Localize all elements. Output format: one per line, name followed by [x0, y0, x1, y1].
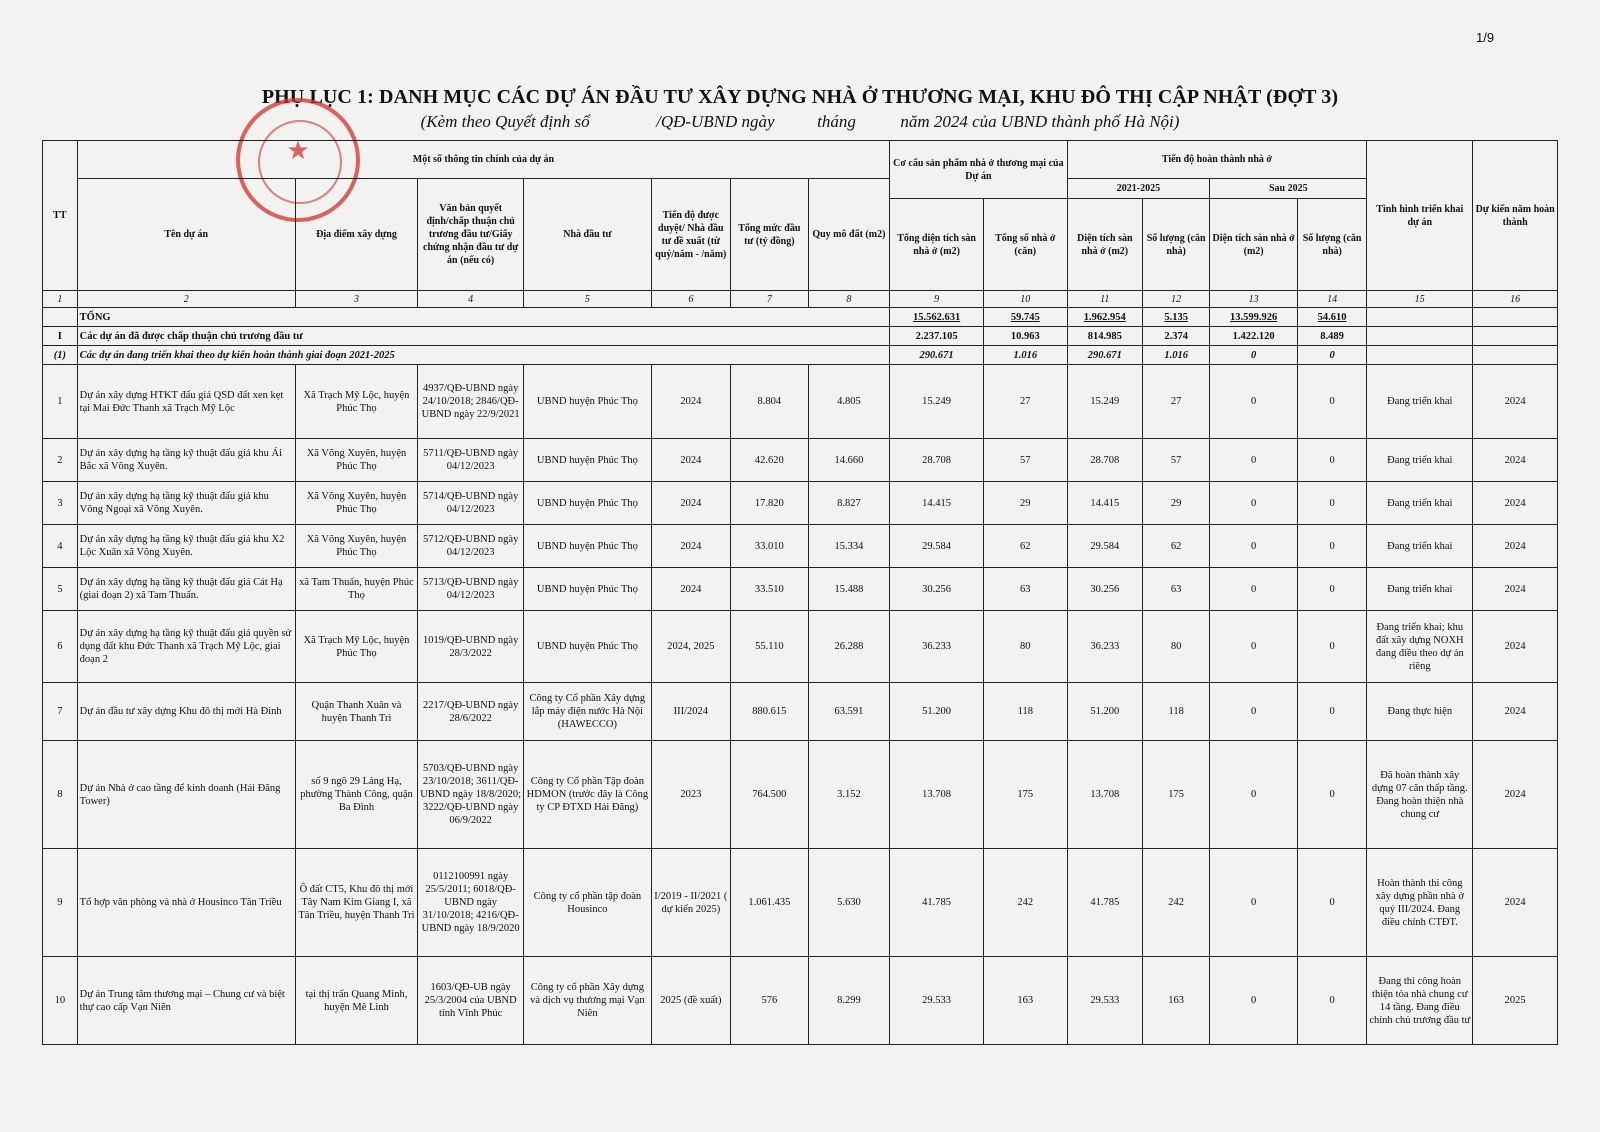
row-decision: 2217/QĐ-UBND ngày 28/6/2022 — [418, 683, 524, 741]
row-floor-area-2125: 29.584 — [1067, 525, 1142, 568]
subtitle-part-1: (Kèm theo Quyết định số — [420, 112, 590, 131]
row-tt: 7 — [43, 683, 78, 741]
row-status: Đang thi công hoàn thiện tòa nhà chung cư 14 tầng. Đang điều chỉnh chủ trương đầu tư — [1367, 957, 1473, 1045]
row-schedule: 2024 — [651, 365, 731, 439]
row-unit-count: 242 — [983, 849, 1067, 957]
row-status: Hoàn thành thi công xây dựng phần nhà ở quý III/2024. Đang điều chỉnh CTĐT. — [1367, 849, 1473, 957]
row-decision: 5703/QĐ-UBND ngày 23/10/2018; 3611/QĐ-UBND ngày 18/8/2020; 3222/QĐ-UBND ngày 06/9/2022 — [418, 741, 524, 849]
row-tt: 1 — [43, 365, 78, 439]
row-units-2125: 163 — [1143, 957, 1210, 1045]
row-location: số 9 ngõ 29 Láng Hạ, phường Thành Công, quận Ba Đình — [295, 741, 417, 849]
row-decision: 5714/QĐ-UBND ngày 04/12/2023 — [418, 482, 524, 525]
header-tt: TT — [43, 141, 78, 291]
row-status: Đang thực hiện — [1367, 683, 1473, 741]
summary-value: 1.016 — [983, 346, 1067, 365]
table-row — [43, 849, 1558, 957]
row-units-2125: 29 — [1143, 482, 1210, 525]
row-unit-count: 27 — [983, 365, 1067, 439]
row-units-after: 0 — [1297, 957, 1366, 1045]
summary-value: 10.963 — [983, 327, 1067, 346]
header-period-2021-2025: 2021-2025 — [1067, 179, 1210, 199]
header-quy-mo: Quy mô đất (m2) — [808, 179, 890, 291]
header-ten-du-an: Tên dự án — [77, 179, 295, 291]
summary-label: Các dự án đã được chấp thuận chủ trương đầu tư — [77, 327, 890, 346]
row-investor: UBND huyện Phúc Thọ — [524, 439, 651, 482]
row-floor-area-2125: 30.256 — [1067, 568, 1142, 611]
row-unit-count: 29 — [983, 482, 1067, 525]
row-tt: 8 — [43, 741, 78, 849]
row-location: Ô đất CT5, Khu đô thị mới Tây Nam Kim Giang I, xã Tân Triều, huyện Thanh Trì — [295, 849, 417, 957]
header-tien-do-duyet: Tiến độ được duyệt/ Nhà đầu tư đề xuất (từ quý/năm - /năm) — [651, 179, 731, 291]
row-floor-area: 36.233 — [890, 611, 984, 683]
column-number: 5 — [524, 291, 651, 308]
header-dia-diem: Địa điểm xây dựng — [295, 179, 417, 291]
summary-value: 8.489 — [1297, 327, 1366, 346]
row-investor: Công ty Cổ phần Tập đoàn HDMON (trước đây là Công ty CP ĐTXD Hải Đăng) — [524, 741, 651, 849]
header-so-luong-sau: Số lượng (căn nhà) — [1297, 199, 1366, 291]
row-units-after: 0 — [1297, 439, 1366, 482]
row-completion-year: 2024 — [1473, 683, 1558, 741]
row-floor-area: 29.533 — [890, 957, 984, 1045]
row-floor-area-after: 0 — [1210, 849, 1298, 957]
row-tt: 3 — [43, 482, 78, 525]
header-group-info: Một số thông tin chính của dự án — [77, 141, 890, 179]
column-number: 13 — [1210, 291, 1298, 308]
summary-label: TỔNG — [77, 308, 890, 327]
column-number: 2 — [77, 291, 295, 308]
table-row — [43, 611, 1558, 683]
row-decision: 5711/QĐ-UBND ngày 04/12/2023 — [418, 439, 524, 482]
row-units-after: 0 — [1297, 611, 1366, 683]
row-land-area: 4.805 — [808, 365, 890, 439]
column-number: 8 — [808, 291, 890, 308]
row-schedule: 2025 (đề xuất) — [651, 957, 731, 1045]
summary-row — [43, 308, 1558, 327]
header-tong-dien-tich: Tổng diện tích sàn nhà ở (m2) — [890, 199, 984, 291]
summary-empty — [1367, 308, 1473, 327]
row-unit-count: 62 — [983, 525, 1067, 568]
row-investor: Công ty cổ phần tập đoàn Housinco — [524, 849, 651, 957]
row-units-2125: 242 — [1143, 849, 1210, 957]
row-floor-area-2125: 15.249 — [1067, 365, 1142, 439]
column-number: 14 — [1297, 291, 1366, 308]
table-row — [43, 365, 1558, 439]
row-unit-count: 57 — [983, 439, 1067, 482]
row-floor-area-after: 0 — [1210, 525, 1298, 568]
row-total-investment: 8.804 — [731, 365, 808, 439]
row-land-area: 26.288 — [808, 611, 890, 683]
row-floor-area-after: 0 — [1210, 482, 1298, 525]
summary-tt: (1) — [43, 346, 78, 365]
row-project-name: Dự án xây dựng hạ tầng kỹ thuật đấu giá khu Ái Bắc xã Võng Xuyên. — [77, 439, 295, 482]
row-land-area: 5.630 — [808, 849, 890, 957]
summary-row — [43, 327, 1558, 346]
row-floor-area-after: 0 — [1210, 957, 1298, 1045]
row-floor-area-after: 0 — [1210, 568, 1298, 611]
summary-empty — [1473, 346, 1558, 365]
row-units-2125: 175 — [1143, 741, 1210, 849]
summary-value: 0 — [1210, 346, 1298, 365]
summary-value: 13.599.926 — [1210, 308, 1298, 327]
summary-value: 290.671 — [890, 346, 984, 365]
row-units-2125: 27 — [1143, 365, 1210, 439]
row-units-after: 0 — [1297, 683, 1366, 741]
row-total-investment: 17.820 — [731, 482, 808, 525]
row-decision: 0112100991 ngày 25/5/2011; 6018/QĐ-UBND ngày 31/10/2018; 4216/QĐ-UBND ngày 18/9/2020 — [418, 849, 524, 957]
row-tt: 9 — [43, 849, 78, 957]
table-row — [43, 439, 1558, 482]
header-dien-tich-sau: Diện tích sàn nhà ở (m2) — [1210, 199, 1298, 291]
row-land-area: 63.591 — [808, 683, 890, 741]
row-decision: 1603/QĐ-UB ngày 25/3/2004 của UBND tỉnh Vĩnh Phúc — [418, 957, 524, 1045]
row-investor: UBND huyện Phúc Thọ — [524, 525, 651, 568]
header-group-tien-do: Tiến độ hoàn thành nhà ở — [1067, 141, 1367, 179]
row-total-investment: 576 — [731, 957, 808, 1045]
table-row — [43, 482, 1558, 525]
row-total-investment: 1.061.435 — [731, 849, 808, 957]
row-decision: 5713/QĐ-UBND ngày 04/12/2023 — [418, 568, 524, 611]
header-dien-tich-2125: Diện tích sàn nhà ở (m2) — [1067, 199, 1142, 291]
subtitle-part-4: năm 2024 của UBND thành phố Hà Nội) — [900, 112, 1180, 131]
row-floor-area-after: 0 — [1210, 683, 1298, 741]
summary-empty — [1473, 327, 1558, 346]
summary-label: Các dự án đang triển khai theo dự kiến hoàn thành giai đoạn 2021-2025 — [77, 346, 890, 365]
row-units-2125: 57 — [1143, 439, 1210, 482]
row-unit-count: 63 — [983, 568, 1067, 611]
page-number: 1/9 — [1476, 30, 1495, 45]
page-title: PHỤ LỤC 1: DANH MỤC CÁC DỰ ÁN ĐẦU TƯ XÂY DỰNG NHÀ Ở THƯƠNG MẠI, KHU ĐÔ THỊ CẬP NHẬT (ĐỢT 3) — [261, 86, 1339, 108]
row-project-name: Dự án xây dựng hạ tầng kỹ thuật đấu giá khu X2 Lộc Xuân xã Võng Xuyên. — [77, 525, 295, 568]
row-completion-year: 2025 — [1473, 957, 1558, 1045]
header-du-kien: Dự kiến năm hoàn thành — [1473, 141, 1558, 291]
row-floor-area-2125: 29.533 — [1067, 957, 1142, 1045]
row-location: Xã Trạch Mỹ Lộc, huyện Phúc Thọ — [295, 365, 417, 439]
row-schedule: 2024 — [651, 525, 731, 568]
row-floor-area: 41.785 — [890, 849, 984, 957]
row-investor: Công ty Cổ phần Xây dựng lắp máy điện nước Hà Nội (HAWECCO) — [524, 683, 651, 741]
header-so-luong-2125: Số lượng (căn nhà) — [1143, 199, 1210, 291]
row-floor-area-2125: 14.415 — [1067, 482, 1142, 525]
header-tinh-hinh: Tình hình triển khai dự án — [1367, 141, 1473, 291]
row-status: Đang triển khai — [1367, 525, 1473, 568]
row-land-area: 8.299 — [808, 957, 890, 1045]
summary-value: 290.671 — [1067, 346, 1142, 365]
row-total-investment: 33.510 — [731, 568, 808, 611]
row-units-2125: 118 — [1143, 683, 1210, 741]
summary-value: 1.422.120 — [1210, 327, 1298, 346]
summary-value: 15.562.631 — [890, 308, 984, 327]
row-status: Đang triển khai — [1367, 365, 1473, 439]
row-floor-area-2125: 51.200 — [1067, 683, 1142, 741]
row-units-after: 0 — [1297, 482, 1366, 525]
row-decision: 4937/QĐ-UBND ngày 24/10/2018; 2846/QĐ-UBND ngày 22/9/2021 — [418, 365, 524, 439]
table-row — [43, 568, 1558, 611]
row-schedule: 2023 — [651, 741, 731, 849]
row-floor-area: 30.256 — [890, 568, 984, 611]
project-table — [42, 136, 1558, 1045]
row-status: Đang triển khai — [1367, 439, 1473, 482]
row-land-area: 15.334 — [808, 525, 890, 568]
summary-value: 2.237.105 — [890, 327, 984, 346]
row-completion-year: 2024 — [1473, 482, 1558, 525]
row-investor: Công ty cổ phần Xây dựng và dịch vụ thương mại Vạn Niên — [524, 957, 651, 1045]
row-project-name: Dự án đầu tư xây dựng Khu đô thị mới Hà Đình — [77, 683, 295, 741]
summary-value: 54.610 — [1297, 308, 1366, 327]
row-units-after: 0 — [1297, 741, 1366, 849]
row-tt: 6 — [43, 611, 78, 683]
row-status: Đang triển khai — [1367, 482, 1473, 525]
row-project-name: Dự án xây dựng hạ tầng kỹ thuật đấu giá Cát Hạ (giai đoạn 2) xã Tam Thuấn. — [77, 568, 295, 611]
column-number: 4 — [418, 291, 524, 308]
row-location: Xã Võng Xuyên, huyện Phúc Thọ — [295, 482, 417, 525]
row-tt: 4 — [43, 525, 78, 568]
subtitle-part-3: tháng — [817, 112, 856, 131]
row-schedule: 2024 — [651, 482, 731, 525]
row-total-investment: 764.500 — [731, 741, 808, 849]
row-floor-area: 51.200 — [890, 683, 984, 741]
header-tong-so-nha: Tổng số nhà ở (căn) — [983, 199, 1067, 291]
row-units-after: 0 — [1297, 525, 1366, 568]
table-row — [43, 683, 1558, 741]
subtitle-part-2: /QĐ-UBND ngày — [656, 112, 775, 131]
summary-empty — [1367, 346, 1473, 365]
page-subtitle — [0, 112, 1600, 132]
column-number: 6 — [651, 291, 731, 308]
row-schedule: 2024 — [651, 568, 731, 611]
row-units-after: 0 — [1297, 365, 1366, 439]
row-project-name: Tổ hợp văn phòng và nhà ở Housinco Tân Triều — [77, 849, 295, 957]
summary-value: 5.135 — [1143, 308, 1210, 327]
row-units-2125: 63 — [1143, 568, 1210, 611]
row-unit-count: 80 — [983, 611, 1067, 683]
row-completion-year: 2024 — [1473, 525, 1558, 568]
row-completion-year: 2024 — [1473, 611, 1558, 683]
table-row — [43, 957, 1558, 1045]
column-number: 16 — [1473, 291, 1558, 308]
summary-empty — [1367, 327, 1473, 346]
row-units-after: 0 — [1297, 568, 1366, 611]
row-floor-area-2125: 41.785 — [1067, 849, 1142, 957]
row-investor: UBND huyện Phúc Thọ — [524, 482, 651, 525]
row-floor-area-2125: 36.233 — [1067, 611, 1142, 683]
row-floor-area-after: 0 — [1210, 439, 1298, 482]
summary-row — [43, 346, 1558, 365]
row-completion-year: 2024 — [1473, 439, 1558, 482]
row-floor-area-after: 0 — [1210, 611, 1298, 683]
summary-value: 0 — [1297, 346, 1366, 365]
row-investor: UBND huyện Phúc Thọ — [524, 568, 651, 611]
header-tong-muc: Tổng mức đầu tư (tỷ đồng) — [731, 179, 808, 291]
row-location: Quận Thanh Xuân và huyện Thanh Trì — [295, 683, 417, 741]
table-row — [43, 525, 1558, 568]
seal-star-icon: ★ — [286, 136, 310, 165]
row-status: Đang triển khai — [1367, 568, 1473, 611]
row-unit-count: 175 — [983, 741, 1067, 849]
row-land-area: 8.827 — [808, 482, 890, 525]
row-tt: 5 — [43, 568, 78, 611]
row-location: Xã Võng Xuyên, huyện Phúc Thọ — [295, 439, 417, 482]
row-location: Xã Võng Xuyên, huyện Phúc Thọ — [295, 525, 417, 568]
row-units-after: 0 — [1297, 849, 1366, 957]
summary-value: 814.985 — [1067, 327, 1142, 346]
row-project-name: Dự án Nhà ở cao tầng để kinh doanh (Hải Đăng Tower) — [77, 741, 295, 849]
row-units-2125: 62 — [1143, 525, 1210, 568]
row-unit-count: 118 — [983, 683, 1067, 741]
row-units-2125: 80 — [1143, 611, 1210, 683]
row-floor-area: 14.415 — [890, 482, 984, 525]
summary-value: 1.016 — [1143, 346, 1210, 365]
summary-empty — [1473, 308, 1558, 327]
row-land-area: 3.152 — [808, 741, 890, 849]
header-group-co-cau: Cơ cấu sản phẩm nhà ở thương mại của Dự án — [890, 141, 1067, 199]
column-number: 3 — [295, 291, 417, 308]
summary-value: 1.962.954 — [1067, 308, 1142, 327]
row-decision: 1019/QĐ-UBND ngày 28/3/2022 — [418, 611, 524, 683]
row-schedule: I/2019 - II/2021 ( dự kiến 2025) — [651, 849, 731, 957]
row-status: Đã hoàn thành xây dựng 07 căn thấp tầng. Đang hoàn thiện nhà chung cư — [1367, 741, 1473, 849]
summary-value: 59.745 — [983, 308, 1067, 327]
row-tt: 10 — [43, 957, 78, 1045]
summary-tt: I — [43, 327, 78, 346]
row-project-name: Dự án xây dựng HTKT đấu giá QSD đất xen kẹt tại Mai Đức Thanh xã Trạch Mỹ Lộc — [77, 365, 295, 439]
row-location: xã Tam Thuấn, huyện Phúc Thọ — [295, 568, 417, 611]
row-floor-area: 29.584 — [890, 525, 984, 568]
row-floor-area: 13.708 — [890, 741, 984, 849]
row-floor-area: 15.249 — [890, 365, 984, 439]
summary-value: 2.374 — [1143, 327, 1210, 346]
column-number: 10 — [983, 291, 1067, 308]
row-location: tại thị trấn Quang Minh, huyện Mê Linh — [295, 957, 417, 1045]
row-unit-count: 163 — [983, 957, 1067, 1045]
column-number: 15 — [1367, 291, 1473, 308]
column-number: 1 — [43, 291, 78, 308]
row-total-investment: 42.620 — [731, 439, 808, 482]
row-decision: 5712/QĐ-UBND ngày 04/12/2023 — [418, 525, 524, 568]
row-location: Xã Trạch Mỹ Lộc, huyện Phúc Thọ — [295, 611, 417, 683]
column-number: 11 — [1067, 291, 1142, 308]
row-total-investment: 33.010 — [731, 525, 808, 568]
row-total-investment: 55.110 — [731, 611, 808, 683]
row-project-name: Dự án xây dựng hạ tầng kỹ thuật đấu giá khu Võng Ngoại xã Võng Xuyên. — [77, 482, 295, 525]
summary-tt — [43, 308, 78, 327]
row-land-area: 15.488 — [808, 568, 890, 611]
row-schedule: 2024, 2025 — [651, 611, 731, 683]
row-investor: UBND huyện Phúc Thọ — [524, 611, 651, 683]
row-completion-year: 2024 — [1473, 568, 1558, 611]
column-number: 12 — [1143, 291, 1210, 308]
header-van-ban: Văn bản quyết định/chấp thuận chủ trương đầu tư/Giấy chứng nhận đầu tư dự án (nếu có) — [418, 179, 524, 291]
row-floor-area-2125: 13.708 — [1067, 741, 1142, 849]
row-tt: 2 — [43, 439, 78, 482]
row-floor-area-after: 0 — [1210, 365, 1298, 439]
row-completion-year: 2024 — [1473, 741, 1558, 849]
row-completion-year: 2024 — [1473, 849, 1558, 957]
row-schedule: III/2024 — [651, 683, 731, 741]
row-schedule: 2024 — [651, 439, 731, 482]
row-total-investment: 880.615 — [731, 683, 808, 741]
row-land-area: 14.660 — [808, 439, 890, 482]
header-period-sau-2025: Sau 2025 — [1210, 179, 1367, 199]
row-project-name: Dự án xây dựng hạ tầng kỹ thuật đấu giá quyền sử dụng đất khu Đức Thanh xã Trạch Mỹ Lộc, giai đoạn 2 — [77, 611, 295, 683]
row-investor: UBND huyện Phúc Thọ — [524, 365, 651, 439]
row-completion-year: 2024 — [1473, 365, 1558, 439]
row-floor-area: 28.708 — [890, 439, 984, 482]
row-floor-area-after: 0 — [1210, 741, 1298, 849]
row-floor-area-2125: 28.708 — [1067, 439, 1142, 482]
column-number: 7 — [731, 291, 808, 308]
row-status: Đang triển khai; khu đất xây dựng NOXH đang điều theo dự án riêng — [1367, 611, 1473, 683]
row-project-name: Dự án Trung tâm thương mại – Chung cư và biệt thự cao cấp Vạn Niên — [77, 957, 295, 1045]
table-row — [43, 741, 1558, 849]
header-nha-dau-tu: Nhà đầu tư — [524, 179, 651, 291]
column-number: 9 — [890, 291, 984, 308]
